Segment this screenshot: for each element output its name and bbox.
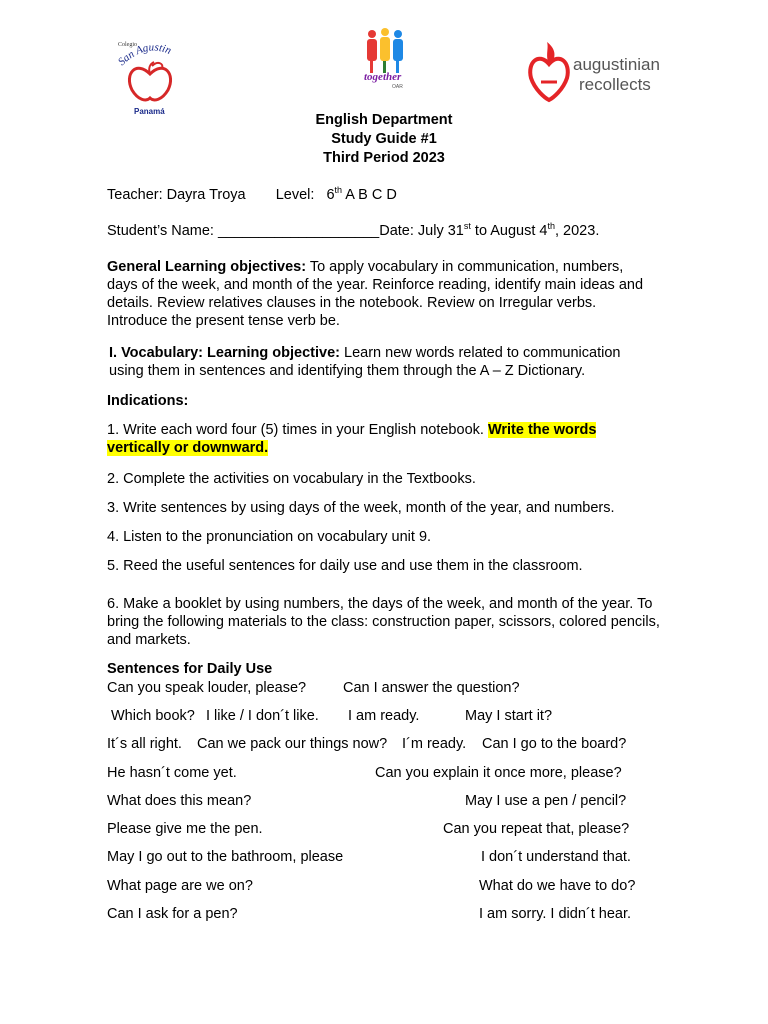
date-mid: to August 4 (470, 223, 548, 239)
people-group-icon (358, 26, 412, 90)
indication-item-2: 2. Complete the activities on vocabulary in the Textbooks. (107, 471, 476, 487)
student-line (107, 222, 599, 240)
sentence-r9a: Can I ask for a pen? (107, 906, 238, 922)
colegio-san-agustin-logo (112, 38, 192, 118)
sentence-r1a: Can you speak louder, please? (107, 680, 307, 696)
sentence-r7b: I don´t understand that. (481, 849, 631, 865)
logo-colegio-text: Colegio (118, 42, 137, 48)
document-header (0, 111, 768, 168)
heart-flame-icon (527, 42, 667, 104)
indication-1-highlight-b: vertically or downward. (107, 440, 269, 456)
indication-item-1-cont (107, 439, 268, 457)
general-objectives-text: To apply vocabulary in communication, numbers, days of the week, and month of the year. Reinforce reading, identify main ideas and details. Review relatives clauses in the notebook. Review on Irregular verbs. Introduce the present tense verb be. (107, 259, 644, 329)
indications-title: Indications: (107, 393, 189, 409)
date-sup-th: th (547, 221, 555, 232)
indication-item-4: 4. Listen to the pronunciation on vocabulary unit 9. (107, 529, 432, 545)
level-sup: th (334, 185, 343, 196)
sentence-r9b: I am sorry. I didn´t hear. (479, 906, 632, 922)
indication-1-text: 1. Write each word four (5) times in your English notebook. (107, 422, 488, 438)
indication-item-1 (107, 421, 596, 439)
sentence-r6a: Please give me the pen. (107, 821, 263, 837)
sentence-r2d: May I start it? (465, 708, 553, 724)
sentence-r2c: I am ready. (348, 708, 420, 724)
period-title: Third Period 2023 (323, 150, 445, 166)
sentence-r5a: What does this mean? (107, 793, 252, 809)
teacher-label: Teacher: Dayra Troya (107, 187, 246, 203)
logo-city-text: Panamá (134, 107, 165, 116)
logo-name-text: San Agustin (115, 41, 173, 69)
vocabulary-text: Learn new words related to communication using them in sentences and identifying them through the A – Z Dictionary. (109, 345, 621, 379)
sentence-r3b: Can we pack our things now? (197, 736, 388, 752)
sentence-r1b: Can I answer the question? (343, 680, 520, 696)
date-sup-st: st (463, 221, 471, 232)
sentence-r8a: What page are we on? (107, 878, 253, 894)
oar-text: OAR (392, 84, 403, 90)
recollects-text: recollects (579, 75, 651, 94)
together-text: together (364, 71, 402, 83)
vocabulary-label: I. Vocabulary: Learning objective: (109, 345, 340, 361)
sentence-r5b: May I use a pen / pencil? (465, 793, 627, 809)
sentence-r8b: What do we have to do? (479, 878, 636, 894)
sentence-r6b: Can you repeat that, please? (443, 821, 630, 837)
apple-heart-icon (112, 38, 192, 118)
teacher-line (107, 186, 397, 204)
sentence-r7a: May I go out to the bathroom, please (107, 849, 344, 865)
sentence-r4b: Can you explain it once more, please? (375, 765, 622, 781)
indication-item-3: 3. Write sentences by using days of the week, month of the year, and numbers. (107, 500, 615, 516)
indication-item-6: 6. Make a booklet by using numbers, the days of the week, and month of the year. To bring the following materials to the class: construction paper, scissors, colored pencils, and markets. (107, 596, 660, 648)
general-objectives-label: General Learning objectives: (107, 259, 307, 275)
level-groups: A B C D (345, 187, 397, 203)
date-end: , 2023. (555, 223, 600, 239)
sentence-r3a: It´s all right. (107, 736, 182, 752)
sentence-r2b: I like / I don´t like. (206, 708, 319, 724)
sentences-title: Sentences for Daily Use (107, 661, 273, 677)
sentence-r3d: Can I go to the board? (482, 736, 627, 752)
augustinian-text: augustinian (573, 55, 660, 74)
indication-1-highlight-a: Write the words (487, 422, 597, 438)
level-number: 6 (326, 187, 335, 203)
department-title: English Department (315, 112, 453, 128)
augustinian-recollects-logo (527, 42, 667, 104)
sentence-r4a: He hasn´t come yet. (107, 765, 237, 781)
indication-item-5: 5. Reed the useful sentences for daily use and use them in the classroom. (107, 558, 583, 574)
general-objectives (107, 258, 655, 330)
guide-title: Study Guide #1 (331, 131, 437, 147)
level-label: Level: (275, 187, 315, 203)
sentence-r3c: I´m ready. (402, 736, 467, 752)
student-name-date: Student’s Name: ____________________Date: July 31 (107, 223, 464, 239)
together-logo (358, 26, 412, 90)
sentence-r2a: Which book? (111, 708, 195, 724)
vocabulary-objective (109, 344, 649, 380)
